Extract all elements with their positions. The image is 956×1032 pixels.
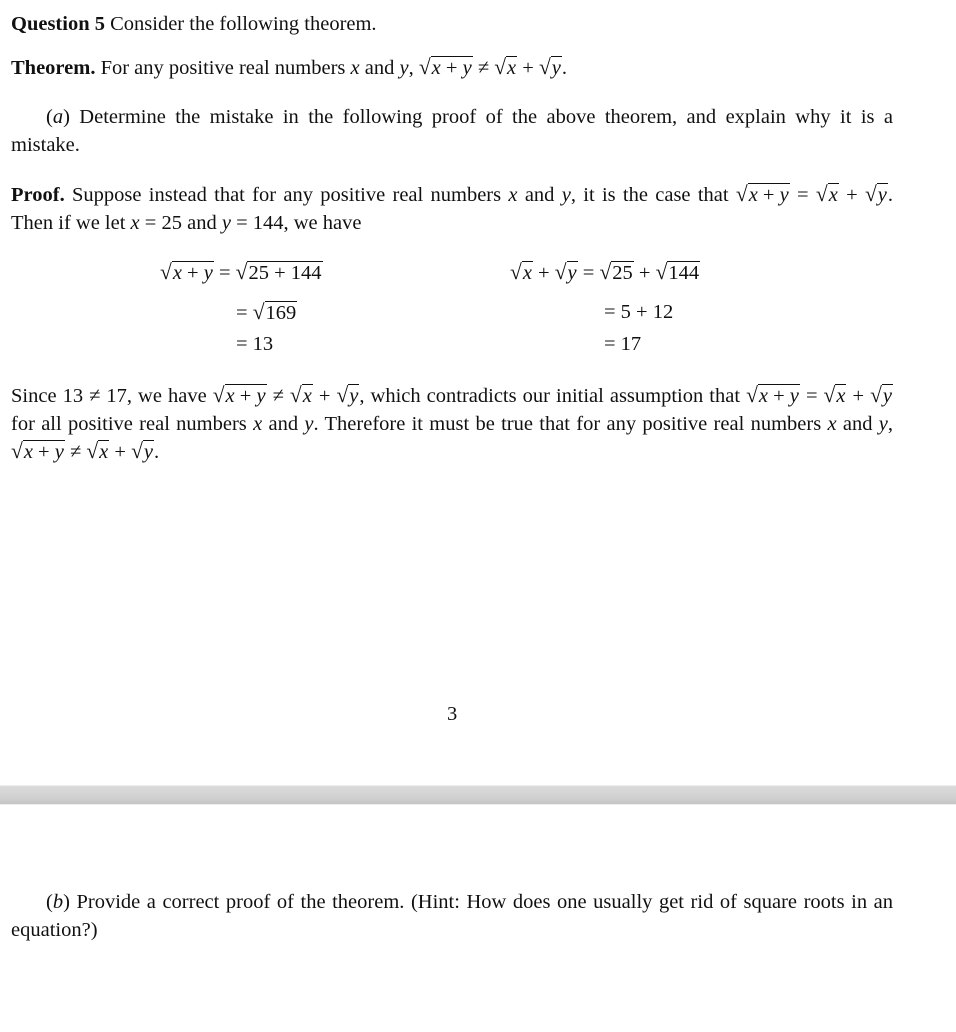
square-root xyxy=(865,181,888,210)
radical-sign-icon: √ xyxy=(815,182,828,206)
text-run: = xyxy=(213,262,236,284)
math-variable: y xyxy=(561,184,571,206)
text-run: = xyxy=(789,184,816,206)
radical-sign-icon: √ xyxy=(510,260,522,284)
text-run: + xyxy=(532,262,555,284)
radicand xyxy=(265,301,298,324)
text-run: + xyxy=(312,385,337,407)
math-variable: x xyxy=(508,184,518,206)
radical-sign-icon: √ xyxy=(212,383,225,407)
text-run: 25 + 144 xyxy=(248,262,322,284)
text-run: and xyxy=(262,412,305,435)
text-run: for all positive real numbers xyxy=(11,412,254,435)
text-run: and xyxy=(359,57,400,79)
math-variable: x xyxy=(431,57,441,79)
text-run: + xyxy=(767,385,790,407)
text-run: . xyxy=(561,57,567,79)
text-run: ≠ xyxy=(64,441,87,463)
math-variable: x xyxy=(827,412,837,435)
math-variable: x xyxy=(522,262,532,284)
math-variable: b xyxy=(52,891,64,913)
text-run: + xyxy=(440,57,463,79)
math-variable: x xyxy=(302,385,312,407)
text-run: + xyxy=(32,441,55,463)
math-variable: y xyxy=(54,441,64,463)
radicand xyxy=(667,261,700,284)
radical-sign-icon: √ xyxy=(538,55,551,79)
radicand xyxy=(748,183,790,206)
math-variable: y xyxy=(878,412,888,435)
radical-sign-icon: √ xyxy=(735,182,748,206)
text-run: = 144, we have xyxy=(230,211,362,234)
math-variable: y xyxy=(143,441,154,463)
text-run: = 25 and xyxy=(139,211,222,234)
radicand xyxy=(882,384,893,407)
radicand xyxy=(506,56,517,79)
text-run: . Then if we let xyxy=(11,184,894,234)
page-separator xyxy=(0,785,956,805)
equation-right-1 xyxy=(510,262,700,285)
math-variable: x xyxy=(350,57,360,79)
proof-conclusion xyxy=(11,382,893,467)
radical-sign-icon: √ xyxy=(494,55,507,79)
square-root xyxy=(736,181,790,210)
radical-sign-icon: √ xyxy=(655,260,668,284)
text-run: ≠ xyxy=(472,57,495,79)
radicand xyxy=(225,384,267,407)
part-a-prompt xyxy=(11,104,893,159)
text-run: + xyxy=(846,385,871,407)
radical-sign-icon: √ xyxy=(599,260,612,284)
bold-label: Theorem. xyxy=(11,57,96,79)
text-run: ≠ xyxy=(266,385,290,407)
radicand xyxy=(567,261,578,284)
text-run: 169 xyxy=(265,302,297,324)
text-run: + xyxy=(517,57,539,79)
math-variable: x xyxy=(225,385,235,407)
math-variable: x xyxy=(23,441,33,463)
square-root xyxy=(419,54,473,83)
radical-sign-icon: √ xyxy=(336,383,349,407)
theorem-statement xyxy=(11,54,893,83)
text-run: + xyxy=(633,262,656,284)
text-run: = 17 xyxy=(604,333,642,355)
text-run: 144 xyxy=(668,262,700,284)
math-variable: y xyxy=(203,262,213,284)
text-run: = 13 xyxy=(236,333,274,355)
bold-label: Proof. xyxy=(11,184,65,206)
math-variable: y xyxy=(256,385,266,407)
radical-sign-icon: √ xyxy=(86,439,99,463)
square-root xyxy=(824,382,847,411)
radicand xyxy=(431,56,473,79)
text-run: . Therefore it must be true that for any positive real numbers xyxy=(313,412,828,435)
math-variable: y xyxy=(349,385,359,407)
radical-sign-icon: √ xyxy=(289,383,302,407)
math-variable: x xyxy=(130,211,140,234)
text-run: = xyxy=(236,302,253,324)
math-variable: x xyxy=(828,184,838,206)
radicand xyxy=(522,261,533,284)
radical-sign-icon: √ xyxy=(252,300,265,324)
math-variable: x xyxy=(99,441,109,463)
radicand xyxy=(551,56,562,79)
radicand xyxy=(172,261,214,284)
square-root xyxy=(746,382,800,411)
math-variable: y xyxy=(399,57,409,79)
text-run: and xyxy=(836,412,879,435)
radical-sign-icon: √ xyxy=(160,260,172,284)
text-run: + xyxy=(181,262,204,284)
text-run: ) Determine the mistake in the following proof of the above theorem, and explain why it is a mistake. xyxy=(11,106,893,156)
bold-label: Question 5 xyxy=(11,13,105,35)
text-run: + xyxy=(109,441,132,463)
radicand xyxy=(758,384,800,407)
radical-sign-icon: √ xyxy=(870,383,882,407)
square-root xyxy=(11,438,65,467)
page-number: 3 xyxy=(447,703,458,725)
text-run: + xyxy=(838,184,865,206)
math-variable: x xyxy=(748,184,758,206)
square-root xyxy=(656,262,701,285)
square-root xyxy=(816,181,839,210)
square-root xyxy=(494,54,517,83)
text-run: = xyxy=(799,385,824,407)
proof-paragraph xyxy=(11,181,893,237)
equation-right-3 xyxy=(604,334,641,354)
text-run: , which contradicts our initial assumption that xyxy=(359,385,747,407)
text-run: ( xyxy=(46,106,53,128)
square-root xyxy=(253,302,298,325)
radicand xyxy=(835,384,846,407)
math-variable: x xyxy=(172,262,182,284)
square-root xyxy=(870,382,893,411)
math-variable: y xyxy=(877,184,887,206)
radical-sign-icon: √ xyxy=(554,260,567,284)
radicand xyxy=(348,384,359,407)
radicand xyxy=(23,440,65,463)
math-variable: x xyxy=(253,412,263,435)
radicand xyxy=(247,261,322,284)
equation-left-2 xyxy=(236,302,297,325)
text-run: Consider the following theorem. xyxy=(104,13,377,35)
square-root xyxy=(336,382,359,411)
text-run: ( xyxy=(46,891,53,913)
math-variable: y xyxy=(789,385,799,407)
text-run: Since 13 ≠ 17, we have xyxy=(11,385,213,407)
text-run: = xyxy=(577,262,600,284)
math-variable: y xyxy=(462,57,472,79)
text-run: , xyxy=(408,57,419,79)
text-run: + xyxy=(757,184,780,206)
radical-sign-icon: √ xyxy=(418,55,431,79)
math-variable: y xyxy=(304,412,314,435)
radical-sign-icon: √ xyxy=(11,439,23,463)
text-run: ) Provide a correct proof of the theorem. (Hint: How does one usually get rid of square roots in an equation?) xyxy=(11,891,893,941)
radicand xyxy=(143,440,154,463)
radicand xyxy=(302,384,313,407)
radical-sign-icon: √ xyxy=(235,260,248,284)
math-variable: y xyxy=(221,211,231,234)
math-variable: x xyxy=(507,57,517,79)
square-root xyxy=(131,438,154,467)
math-variable: y xyxy=(551,57,561,79)
square-root xyxy=(555,262,578,285)
radical-sign-icon: √ xyxy=(864,182,877,206)
equation-right-2 xyxy=(604,302,673,322)
math-variable: y xyxy=(567,262,577,284)
square-root xyxy=(599,262,633,285)
radical-sign-icon: √ xyxy=(131,439,143,463)
part-b-prompt xyxy=(11,889,893,944)
text-run: and xyxy=(517,184,562,206)
text-run: + xyxy=(234,385,257,407)
square-root xyxy=(539,54,562,83)
math-variable: x xyxy=(836,385,846,407)
radical-sign-icon: √ xyxy=(746,383,758,407)
radicand xyxy=(828,183,839,206)
math-variable: y xyxy=(882,385,893,407)
radicand xyxy=(98,440,109,463)
math-variable: a xyxy=(52,106,64,128)
square-root xyxy=(213,382,267,411)
text-run: , it is the case that xyxy=(570,184,736,206)
square-root xyxy=(86,438,109,467)
radical-sign-icon: √ xyxy=(823,383,836,407)
text-run: . xyxy=(154,441,160,463)
text-run: Suppose instead that for any positive real numbers xyxy=(64,184,509,206)
question-heading xyxy=(11,11,893,39)
radicand xyxy=(611,261,634,284)
square-root xyxy=(290,382,313,411)
math-variable: y xyxy=(779,184,789,206)
equation-left-3 xyxy=(236,334,273,354)
text-run: 25 xyxy=(612,262,633,284)
square-root xyxy=(236,262,323,285)
radicand xyxy=(877,183,888,206)
square-root xyxy=(510,262,533,285)
math-variable: x xyxy=(758,385,768,407)
square-root xyxy=(160,262,214,285)
text-run: , xyxy=(887,412,893,435)
text-run: For any positive real numbers xyxy=(95,57,351,79)
equation-left-1 xyxy=(160,262,323,285)
text-run: = 5 + 12 xyxy=(604,301,674,323)
